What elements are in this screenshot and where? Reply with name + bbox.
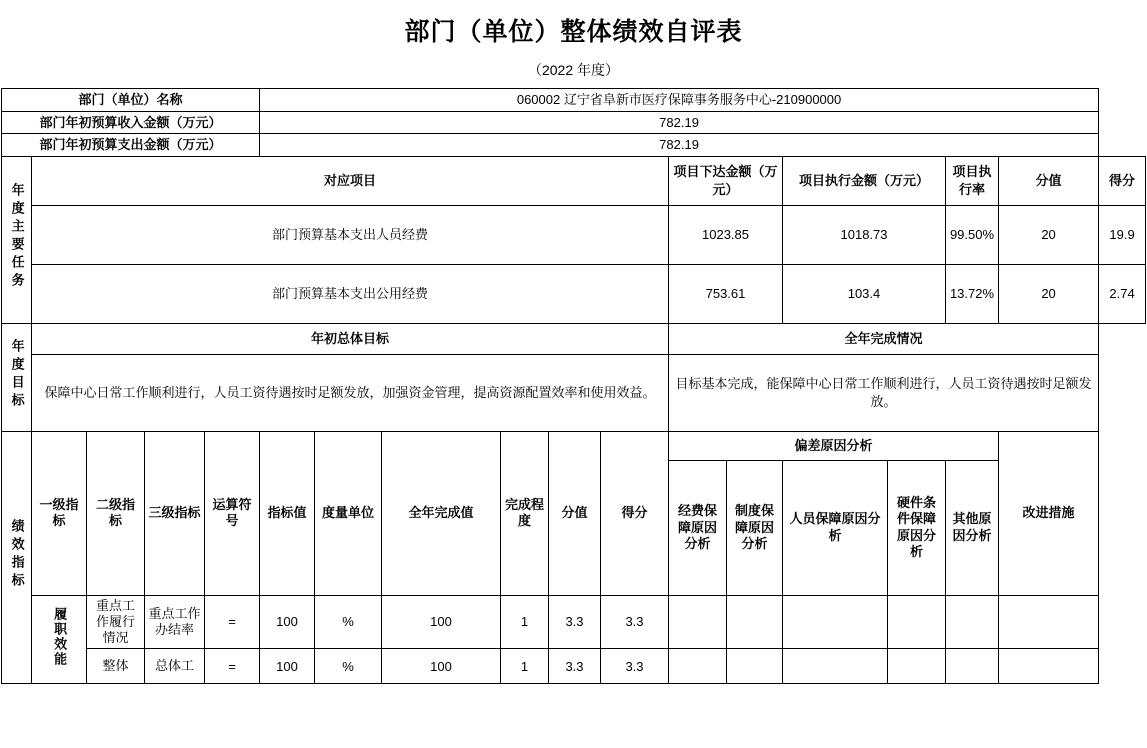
tasks-header-rate: 项目执行率: [946, 156, 999, 205]
ind-unit: %: [315, 595, 382, 649]
expense-value: 782.19: [260, 134, 1099, 157]
ind-target: 100: [260, 649, 315, 684]
document-page: [0, 12, 1147, 748]
goals-side-label: 年度目标: [2, 323, 32, 431]
expense-label: 部门年初预算支出金额（万元）: [2, 134, 260, 157]
ind-score: 3.3: [601, 649, 669, 684]
tasks-header-score-value: 分值: [999, 156, 1099, 205]
tasks-header-project: 对应项目: [32, 156, 669, 205]
ind-header-operator: 运算符号: [205, 431, 260, 595]
ind-header-measures: 改进措施: [999, 431, 1099, 595]
ind-dev-hardware: [888, 649, 946, 684]
performance-table: [1, 88, 1146, 684]
page-title: 部门（单位）整体绩效自评表: [404, 18, 743, 46]
ind-header-score: 得分: [601, 431, 669, 595]
ind-target: 100: [260, 595, 315, 649]
ind-dev-hardware: [888, 595, 946, 649]
ind-dev-funds: [669, 595, 727, 649]
tasks-header-issued: 项目下达金额（万元）: [669, 156, 783, 205]
tasks-row-2: [2, 264, 1146, 323]
ind-score: 3.3: [601, 595, 669, 649]
goals-content-row: [2, 354, 1146, 431]
ind-header-dev-funds: 经费保障原因分析: [669, 460, 727, 595]
info-row-expense: [2, 134, 1146, 157]
ind-header-deviation-group: 偏差原因分析: [669, 431, 999, 460]
indicators-header-row-1: [2, 431, 1146, 460]
task-executed: 1018.73: [783, 205, 946, 264]
ind-operator: =: [205, 595, 260, 649]
tasks-header-row: [2, 156, 1146, 205]
task-project: 部门预算基本支出人员经费: [32, 205, 669, 264]
ind-header-dev-staff: 人员保障原因分析: [783, 460, 888, 595]
ind-header-level1: 一级指标: [32, 431, 87, 595]
ind-measures: [999, 595, 1099, 649]
tasks-header-executed: 项目执行金额（万元）: [783, 156, 946, 205]
ind-completion: 1: [501, 595, 549, 649]
ind-dev-other: [946, 595, 999, 649]
ind-dev-other: [946, 649, 999, 684]
task-rate: 99.50%: [946, 205, 999, 264]
ind-header-level2: 二级指标: [87, 431, 145, 595]
income-label: 部门年初预算收入金额（万元）: [2, 111, 260, 134]
task-project: 部门预算基本支出公用经费: [32, 264, 669, 323]
ind-level3: 总体工: [145, 649, 205, 684]
ind-level2: 重点工作履行情况: [87, 595, 145, 649]
ind-score-value: 3.3: [549, 595, 601, 649]
ind-actual: 100: [382, 649, 501, 684]
indicators-side-label: 绩效指标: [2, 431, 32, 684]
ind-header-unit: 度量单位: [315, 431, 382, 595]
task-issued: 1023.85: [669, 205, 783, 264]
ind-operator: =: [205, 649, 260, 684]
ind-level2: 整体: [87, 649, 145, 684]
ind-header-dev-system: 制度保障原因分析: [727, 460, 783, 595]
ind-dev-system: [727, 649, 783, 684]
goals-header-right: 全年完成情况: [669, 323, 1099, 354]
goals-text-left: 保障中心日常工作顺利进行，人员工资待遇按时足额发放，加强资金管理，提高资源配置效率和使用效益。: [32, 354, 669, 431]
dept-label: 部门（单位）名称: [2, 89, 260, 112]
task-rate: 13.72%: [946, 264, 999, 323]
task-score-value: 20: [999, 264, 1099, 323]
ind-level3: 重点工作办结率: [145, 595, 205, 649]
ind-header-dev-other: 其他原因分析: [946, 460, 999, 595]
ind-dev-funds: [669, 649, 727, 684]
goals-text-right: 目标基本完成，能保障中心日常工作顺利进行，人员工资待遇按时足额发放。: [669, 354, 1099, 431]
task-issued: 753.61: [669, 264, 783, 323]
goals-header-left: 年初总体目标: [32, 323, 669, 354]
ind-dev-system: [727, 595, 783, 649]
ind-header-level3: 三级指标: [145, 431, 205, 595]
ind-actual: 100: [382, 595, 501, 649]
income-value: 782.19: [260, 111, 1099, 134]
task-executed: 103.4: [783, 264, 946, 323]
ind-unit: %: [315, 649, 382, 684]
info-row-income: [2, 111, 1146, 134]
ind-level1: 履职效能: [32, 595, 87, 684]
ind-header-actual: 全年完成值: [382, 431, 501, 595]
ind-header-dev-hardware: 硬件条件保障原因分析: [888, 460, 946, 595]
ind-header-score-value: 分值: [549, 431, 601, 595]
goals-header-row: [2, 323, 1146, 354]
task-score: 19.9: [1099, 205, 1146, 264]
ind-measures: [999, 649, 1099, 684]
ind-header-target: 指标值: [260, 431, 315, 595]
ind-score-value: 3.3: [549, 649, 601, 684]
task-score-value: 20: [999, 205, 1099, 264]
indicator-row: [2, 649, 1146, 684]
dept-value: 060002 辽宁省阜新市医疗保障事务服务中心-210900000: [260, 89, 1099, 112]
page-subtitle: （2022 年度）: [527, 62, 620, 78]
tasks-row-1: [2, 205, 1146, 264]
indicator-row: [2, 595, 1146, 649]
ind-completion: 1: [501, 649, 549, 684]
ind-dev-staff: [783, 649, 888, 684]
ind-header-completion: 完成程度: [501, 431, 549, 595]
info-row-dept: [2, 89, 1146, 112]
tasks-side-label: 年度主要任务: [2, 156, 32, 323]
tasks-header-score: 得分: [1099, 156, 1146, 205]
task-score: 2.74: [1099, 264, 1146, 323]
ind-dev-staff: [783, 595, 888, 649]
